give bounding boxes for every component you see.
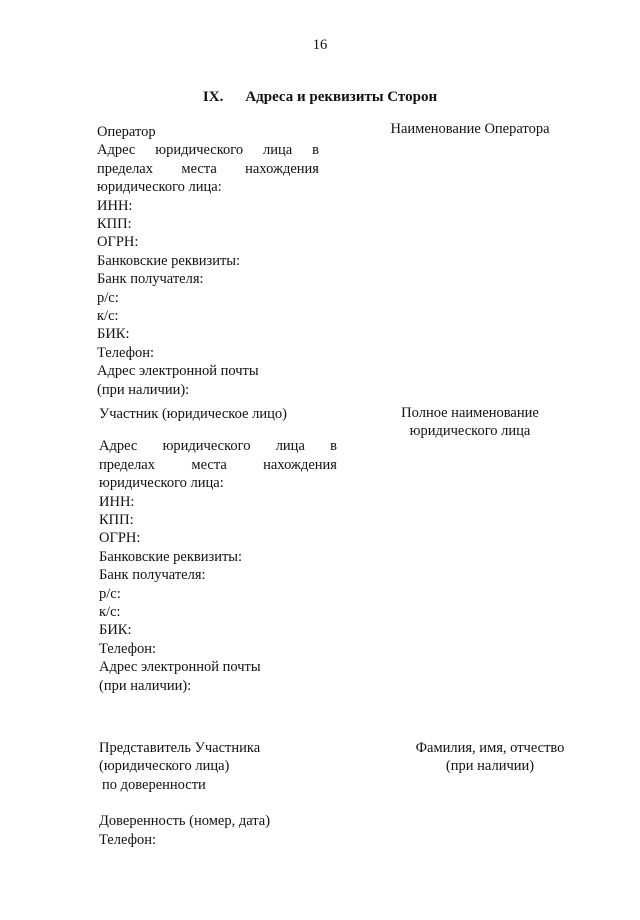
operator-field-email-note: (при наличии):: [97, 381, 190, 398]
participant-field-kpp: КПП:: [99, 512, 134, 529]
participant-field-bank-details: Банковские реквизиты:: [99, 548, 243, 565]
word: нахождения: [245, 160, 319, 177]
power-of-attorney: Доверенность (номер, дата): [99, 813, 271, 830]
operator-address-line-2: [97, 160, 319, 178]
operator-field-account: р/с:: [97, 289, 119, 306]
section-heading: Адреса и реквизиты Сторон: [245, 89, 438, 105]
word: в: [330, 438, 337, 455]
word: в: [312, 142, 319, 159]
word: пределах: [99, 456, 155, 473]
participant-field-account: р/с:: [99, 585, 121, 602]
word: Адрес: [99, 438, 138, 455]
operator-address-line-1: [97, 141, 319, 159]
operator-heading: Оператор: [97, 124, 156, 140]
representative-block: [99, 739, 339, 849]
participant-address-line-1: [99, 437, 337, 455]
operator-field-ogrn: ОГРН:: [97, 234, 139, 251]
operator-name-label: Наименование Оператора: [390, 121, 550, 137]
word: лица: [275, 438, 305, 455]
operator-field-bik: БИК:: [97, 326, 130, 343]
participant-field-email: Адрес электронной почты: [99, 659, 261, 676]
participant-field-bank: Банк получателя:: [99, 567, 206, 584]
operator-field-phone: Телефон:: [97, 344, 155, 361]
representative-phone: Телефон:: [99, 831, 157, 848]
operator-block: [97, 123, 319, 399]
participant-name-label: Полное наименование юридического лица: [401, 405, 539, 440]
section-number: IX.: [202, 89, 224, 105]
word: пределах: [97, 160, 153, 177]
representative-name-label: Фамилия, имя, отчество (при наличии): [415, 740, 565, 775]
participant-field-ogrn: ОГРН:: [99, 530, 141, 547]
operator-field-email: Адрес электронной почты: [97, 363, 259, 380]
word: места: [191, 456, 227, 473]
representative-line-3: по доверенности: [102, 776, 206, 793]
operator-field-kpp: КПП:: [97, 216, 132, 233]
spacer: [99, 423, 337, 437]
participant-field-phone: Телефон:: [99, 640, 157, 657]
section-title: [0, 88, 640, 106]
participant-field-inn: ИНН:: [99, 493, 135, 510]
word: лица: [263, 142, 293, 159]
operator-field-inn: ИНН:: [97, 197, 133, 214]
page-number: 16: [312, 37, 328, 53]
participant-field-bik: БИК:: [99, 622, 132, 639]
representative-line-1: Представитель Участника: [99, 740, 261, 756]
participant-heading: Участник (юридическое лицо): [99, 406, 287, 422]
participant-address-line-3: юридического лица:: [99, 475, 224, 492]
word: нахождения: [263, 456, 337, 473]
participant-field-corr-account: к/с:: [99, 604, 121, 621]
participant-field-email-note: (при наличии):: [99, 677, 192, 694]
operator-field-corr-account: к/с:: [97, 308, 119, 325]
representative-line-2: (юридического лица): [99, 758, 230, 775]
word: юридического: [162, 438, 251, 455]
operator-field-bank-details: Банковские реквизиты:: [97, 252, 241, 269]
operator-address-line-3: юридического лица:: [97, 179, 222, 196]
word: юридического: [155, 142, 244, 159]
spacer: [99, 794, 339, 812]
participant-block: [99, 405, 337, 695]
operator-field-bank: Банк получателя:: [97, 271, 204, 288]
word: места: [181, 160, 217, 177]
word: Адрес: [97, 142, 136, 159]
participant-address-line-2: [99, 456, 337, 474]
